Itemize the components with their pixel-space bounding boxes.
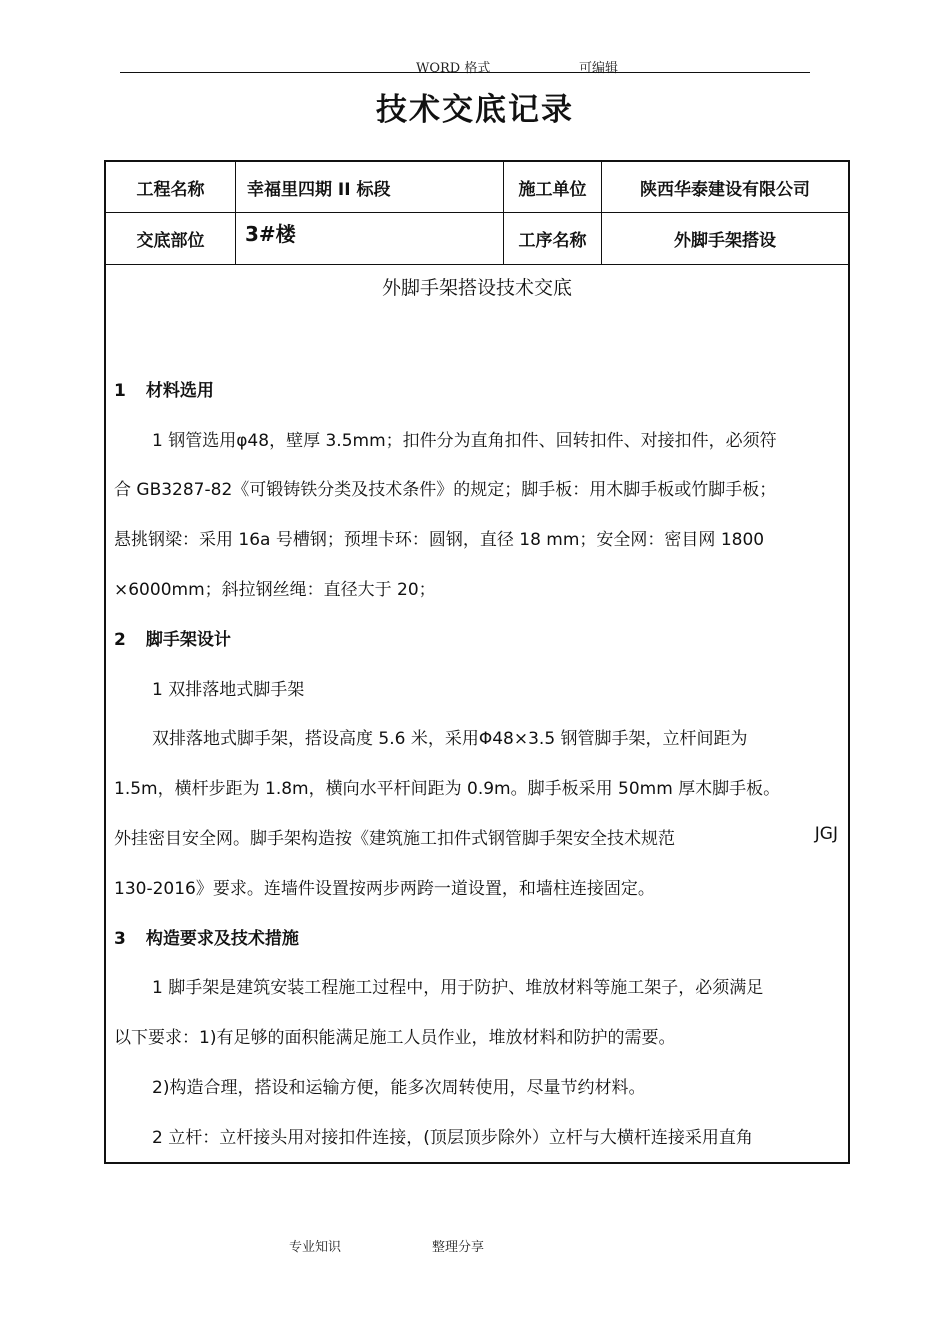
paragraph-2-line-3-code: JGJ: [814, 824, 838, 844]
section-3-number: 3: [114, 929, 126, 949]
record-table: [104, 160, 850, 1164]
paragraph-3-line-1: 1 脚手架是建筑安装工程施工过程中，用于防护、堆放材料等施工架子，必须满足: [152, 978, 764, 998]
contractor-value: 陕西华泰建设有限公司: [640, 179, 810, 200]
paragraph-1-line-2: 合 GB3287-82《可锻铸铁分类及技术条件》的规定；脚手板：用木脚手板或竹脚手板；: [114, 480, 777, 500]
header-left: WORD 格式: [416, 61, 491, 76]
paragraph-1-line-4: ×6000mm；斜拉钢丝绳：直径大于 20；: [114, 580, 436, 600]
project-name-value: 幸福里四期 II 标段: [247, 179, 391, 200]
location-value: 3#楼: [245, 222, 296, 246]
paragraph-1-line-3: 悬挑钢梁：采用 16a 号槽钢；预埋卡环：圆钢，直径 18 mm；安全网：密目网 1800: [114, 530, 765, 550]
section-1-number: 1: [114, 381, 126, 401]
paragraph-2-line-4: 130-2016》要求。连墙件设置按两步两跨一道设置，和墙柱连接固定。: [114, 879, 655, 899]
header-rule: [120, 72, 810, 73]
paragraph-3-line-3: 2)构造合理，搭设和运输方便，能多次周转使用，尽量节约材料。: [152, 1078, 646, 1098]
section-1-title: 材料选用: [145, 381, 214, 401]
table-row-divider-2: [106, 264, 848, 265]
paragraph-2-line-3-text: 外挂密目安全网。脚手架构造按《建筑施工扣件式钢管脚手架安全技术规范: [114, 829, 675, 849]
section-2-subheading: 1 双排落地式脚手架: [152, 680, 305, 700]
section-2-heading: [114, 625, 231, 650]
paragraph-1-line-1: 1 钢管选用φ48，壁厚 3.5mm；扣件分为直角扣件、回转扣件、对接扣件，必须符: [152, 431, 777, 451]
footer-left: 专业知识: [289, 1240, 342, 1255]
process-value: 外脚手架搭设: [674, 231, 776, 251]
section-2-number: 2: [114, 630, 126, 650]
paragraph-2-line-3: [114, 824, 838, 849]
process-label: 工序名称: [518, 231, 587, 251]
page-title: 技术交底记录: [376, 92, 574, 128]
paragraph-2-line-2: 1.5m，横杆步距为 1.8m，横向水平杆间距为 0.9m。脚手板采用 50mm 厚木脚手板。: [114, 779, 781, 799]
contractor-label: 施工单位: [518, 179, 587, 200]
paragraph-2-line-1: 双排落地式脚手架，搭设高度 5.6 米，采用Φ48×3.5 钢管脚手架，立杆间距为: [152, 729, 748, 749]
section-3-title: 构造要求及技术措施: [145, 929, 299, 949]
section-1-heading: [114, 376, 214, 401]
footer-right: 整理分享: [432, 1240, 485, 1255]
header-right: 可编辑: [579, 61, 619, 76]
paragraph-3-line-2: 以下要求：1)有足够的面积能满足施工人员作业，堆放材料和防护的需要。: [114, 1028, 676, 1048]
table-col-divider-1: [235, 162, 236, 264]
project-name-label: 工程名称: [136, 179, 205, 200]
section-2-title: 脚手架设计: [145, 630, 231, 650]
paragraph-3-line-4: 2 立杆：立杆接头用对接扣件连接，(顶层顶步除外）立杆与大横杆连接采用直角: [152, 1128, 753, 1148]
content-title: 外脚手架搭设技术交底: [381, 277, 572, 299]
section-3-heading: [114, 924, 299, 949]
location-label: 交底部位: [136, 231, 205, 251]
